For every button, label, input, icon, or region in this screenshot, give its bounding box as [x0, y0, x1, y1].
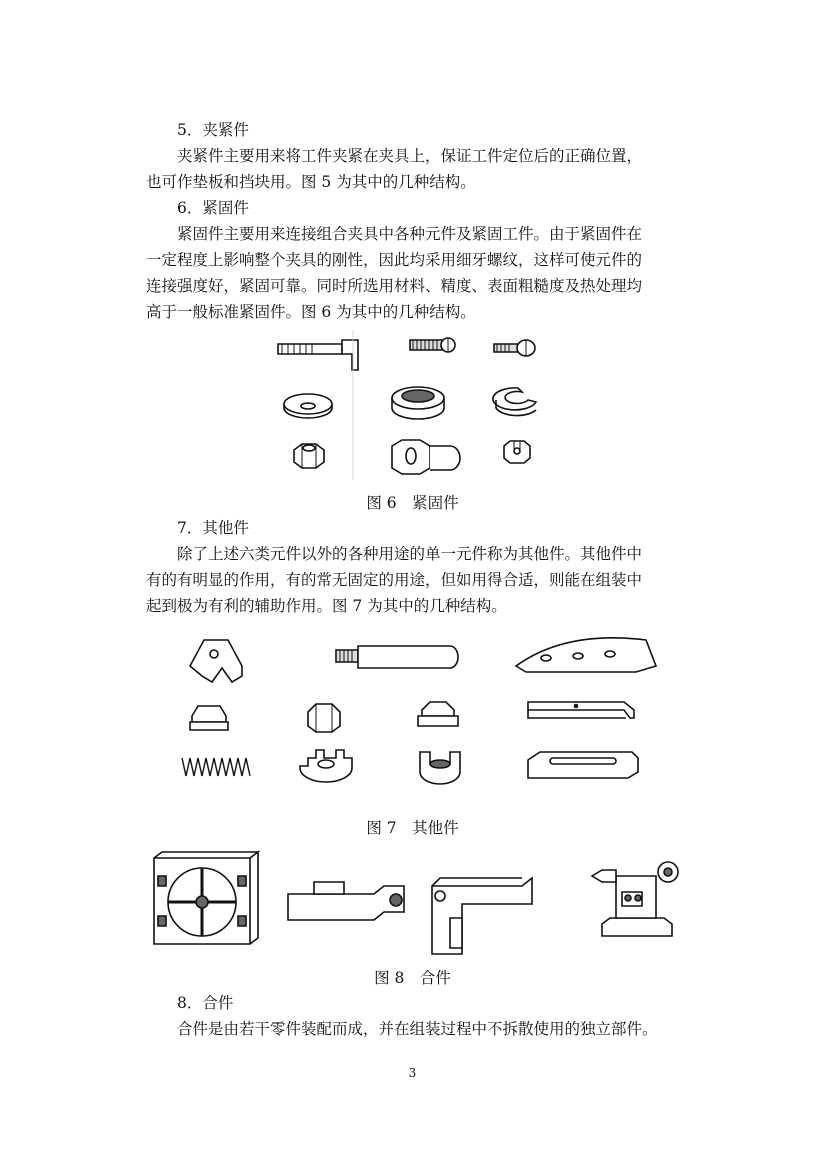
tailstock-drawing	[592, 862, 678, 936]
cap-nut-2-drawing	[308, 704, 340, 732]
figure-8-caption: 图 8 合件	[374, 969, 451, 987]
figure-7-caption: 图 7 其他件	[366, 819, 459, 837]
long-nut-drawing	[392, 440, 460, 474]
shaft-pin-drawing	[336, 646, 458, 668]
text-block-5-6	[146, 117, 686, 325]
section-7-line-3: 起到极为有利的辅助作用。图 7 为其中的几种结构。	[146, 597, 507, 615]
crown-nut-1-drawing	[300, 750, 352, 782]
hook-plate-drawing	[528, 702, 634, 718]
crown-nut-2-drawing	[420, 752, 460, 784]
flat-washer-drawing	[284, 394, 332, 418]
figure-7-other-parts	[176, 630, 666, 810]
section-8-heading: 8．合件	[177, 994, 234, 1012]
section-5-line-1: 夹紧件主要用来将工件夹紧在夹具上，保证工件定位后的正确位置，	[177, 147, 643, 165]
t-bolt-drawing	[278, 340, 358, 370]
v-block-drawing	[190, 640, 242, 682]
hex-nut-drawing	[294, 444, 324, 468]
section-7-line-1: 除了上述六类元件以外的各种用途的单一元件称为其他件。其他件中	[177, 545, 643, 563]
rotary-table-drawing	[154, 852, 258, 944]
section-6-line-3: 连接强度好，紧固可靠。同时所选用材料、精度、表面粗糙度及热处理均	[146, 277, 643, 295]
figure-8-assemblies	[148, 846, 693, 961]
section-5-line-2: 也可作垫板和挡块用。图 5 为其中的几种结构。	[146, 173, 476, 191]
cap-nut-3-drawing	[418, 702, 458, 726]
section-6-heading: 6．紧固件	[177, 199, 249, 217]
slide-clamp-drawing	[288, 882, 404, 920]
section-6-line-4: 高于一般标准紧固件。图 6 为其中的几种结构。	[146, 303, 476, 321]
section-6-line-2: 一定程度上影响整个夹具的刚性，因此均采用细牙螺纹，这样可使元件的	[146, 251, 643, 269]
angle-bracket-drawing	[432, 878, 532, 954]
figure-6-fasteners	[268, 330, 558, 480]
section-7-line-2: 有的有明显的作用，有的常无固定的用途，但如用得合适，则能在组装中	[146, 571, 643, 589]
section-5-heading: 5．夹紧件	[177, 121, 249, 139]
page-number: 3	[408, 1066, 417, 1080]
text-block-8	[146, 990, 686, 1042]
section-8-line-1: 合件是由若干零件装配而成，并在组装过程中不拆散使用的独立部件。	[177, 1020, 658, 1038]
text-block-7	[146, 515, 686, 619]
cap-nut-1-drawing	[190, 706, 228, 730]
section-7-heading: 7．其他件	[177, 519, 249, 537]
set-screw-drawing	[410, 338, 455, 352]
slotted-screw-drawing	[494, 340, 535, 356]
slotted-bar-drawing	[528, 752, 638, 778]
long-plate-drawing	[516, 638, 656, 672]
spring-drawing	[182, 758, 250, 776]
spherical-washer-drawing	[392, 387, 444, 419]
open-washer-drawing	[493, 388, 536, 416]
figure-6-caption: 图 6 紧固件	[366, 494, 459, 512]
slotted-nut-drawing	[504, 441, 530, 463]
section-6-line-1: 紧固件主要用来连接组合夹具中各种元件及紧固工件。由于紧固件在	[177, 225, 643, 243]
